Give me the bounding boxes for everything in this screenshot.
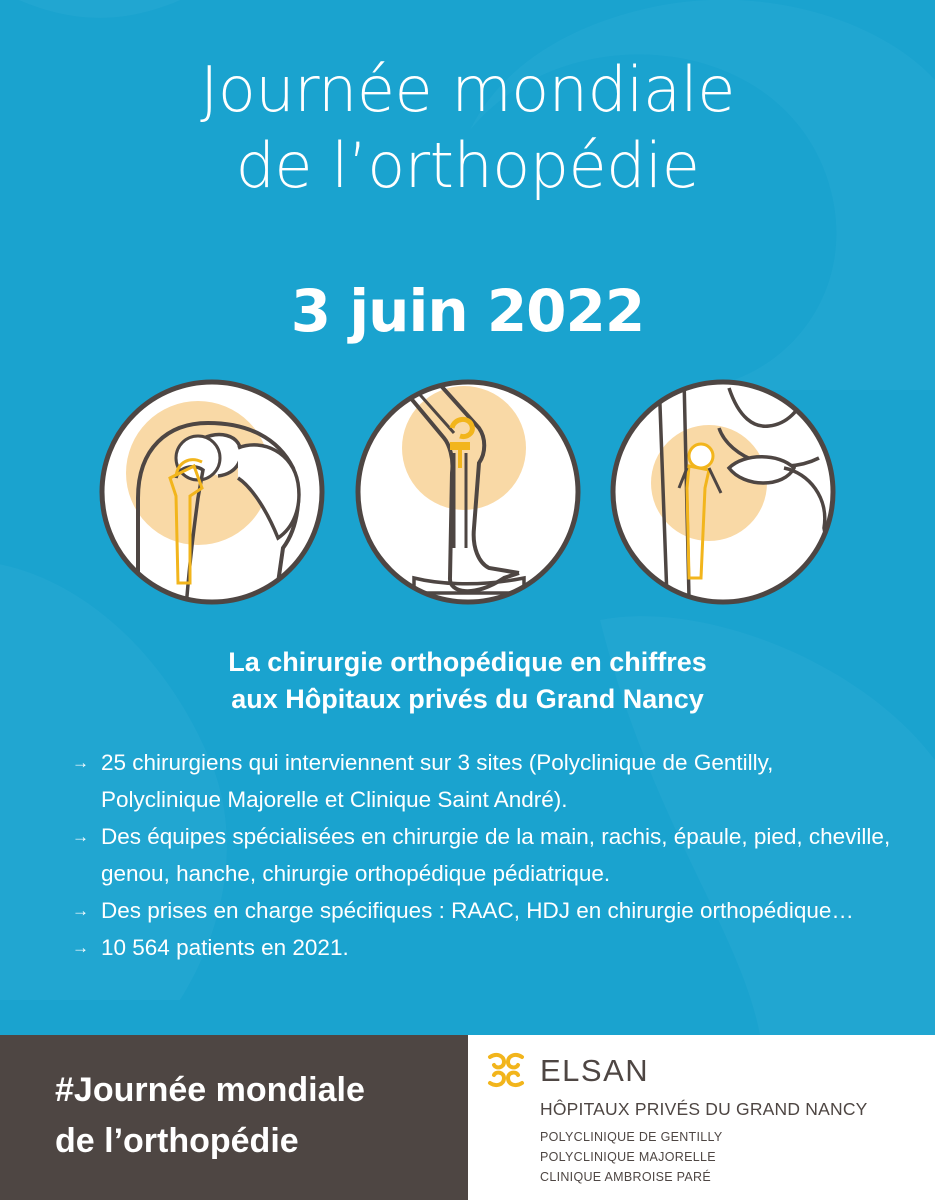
arrow-right-icon: → [72, 827, 89, 846]
hashtag-panel [0, 1035, 468, 1200]
fact-text: Des équipes spécialisées en chirurgie de la main, rachis, épaule, pied, cheville, genou, hanche, chirurgie orthopédique pédiatrique. [101, 824, 891, 886]
fact-text: 25 chirurgiens qui interviennent sur 3 sites (Polyclinique de Gentilly, Polyclinique Majorelle et Clinique Saint André). [101, 750, 774, 812]
arrow-right-icon: → [72, 753, 89, 772]
sites-list [540, 1127, 722, 1187]
section-heading-line-1: La chirurgie orthopédique en chiffres [228, 647, 707, 677]
arrow-right-icon: → [72, 901, 89, 920]
hashtag [55, 1065, 365, 1167]
section-heading-line-2: aux Hôpitaux privés du Grand Nancy [231, 684, 704, 714]
event-date: 3 juin 2022 [290, 277, 645, 345]
list-item [72, 929, 892, 966]
fact-text: Des prises en charge spécifiques : RAAC, HDJ en chirurgie orthopédique… [101, 898, 854, 923]
list-item [72, 818, 892, 892]
title-line-2: de l’orthopédie [235, 129, 700, 202]
brand-name: ELSAN [540, 1053, 650, 1088]
hashtag-line-2: de l’orthopédie [55, 1122, 299, 1160]
knee-prosthesis-icon [354, 378, 582, 606]
elsan-logo-icon [486, 1051, 526, 1089]
page-title [0, 52, 935, 204]
fact-text: 10 564 patients en 2021. [101, 935, 349, 960]
list-item [72, 744, 892, 818]
title-line-1: Journée mondiale [200, 53, 735, 126]
list-item: POLYCLINIQUE MAJORELLE [540, 1150, 716, 1164]
organization-panel [468, 1035, 935, 1200]
hip-prosthesis-icon [609, 378, 837, 606]
hashtag-line-1: #Journée mondiale [55, 1071, 365, 1109]
list-item [72, 892, 892, 929]
organization-name: HÔPITAUX PRIVÉS DU GRAND NANCY [540, 1099, 868, 1119]
illustrations-row [0, 378, 935, 608]
arrow-right-icon: → [72, 938, 89, 957]
shoulder-prosthesis-icon [98, 378, 326, 606]
facts-list [72, 744, 892, 966]
list-item: CLINIQUE AMBROISE PARÉ [540, 1170, 711, 1184]
section-heading [0, 644, 935, 718]
list-item: POLYCLINIQUE DE GENTILLY [540, 1130, 723, 1144]
